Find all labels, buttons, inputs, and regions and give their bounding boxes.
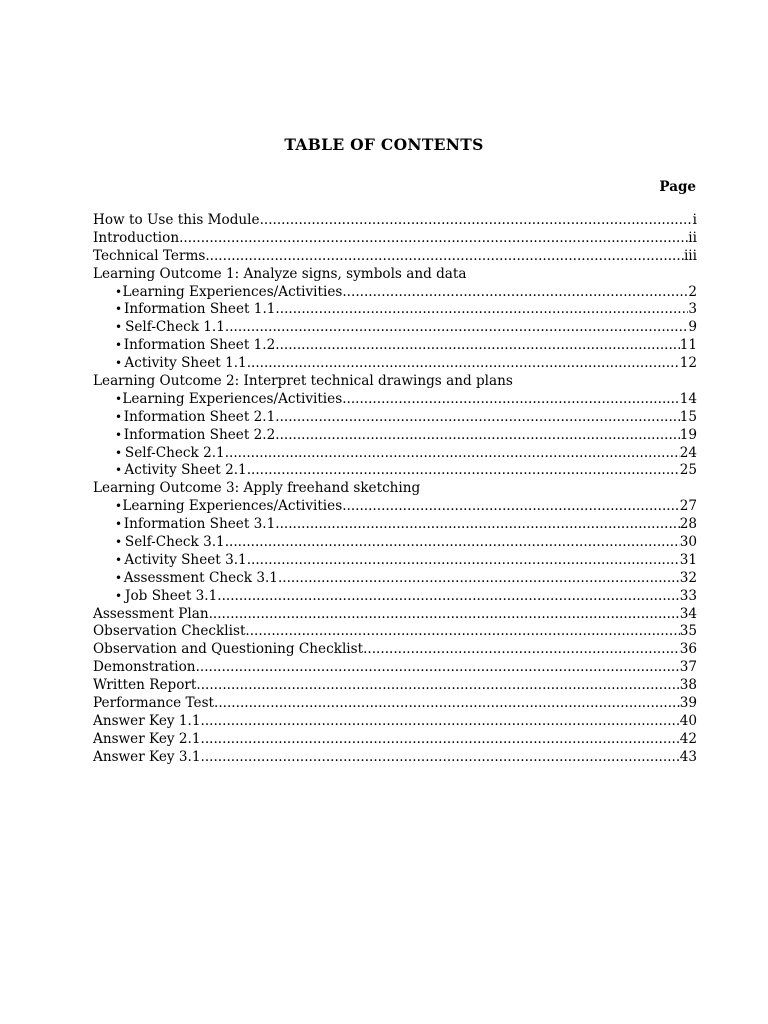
toc-entry-label: Written Report — [93, 677, 197, 694]
toc-entry-label: • Information Sheet 3.1 — [123, 516, 276, 533]
toc-entry-label: • Job Sheet 3.1 — [125, 587, 218, 604]
toc-page-number: 30 — [679, 534, 697, 551]
toc-entry — [93, 713, 697, 731]
dot-leader — [201, 749, 680, 767]
page-column-heading: Page — [659, 179, 696, 195]
toc-page-number: 9 — [688, 319, 697, 336]
toc-entry — [93, 248, 697, 266]
toc-sub-entry — [93, 570, 697, 588]
toc-page-number: ii — [688, 229, 697, 246]
table-of-contents — [93, 212, 697, 767]
toc-page-number: 38 — [679, 677, 697, 694]
dot-leader — [275, 409, 679, 427]
toc-entry-label: • Learning Experiences/Activities — [122, 283, 343, 300]
toc-sub-entry — [93, 534, 697, 552]
dot-leader — [260, 212, 693, 230]
toc-sub-entry — [93, 498, 697, 516]
dot-leader — [245, 623, 679, 641]
toc-page-number: 42 — [679, 730, 697, 747]
toc-page-number: 31 — [679, 551, 697, 568]
toc-entry — [93, 623, 697, 641]
toc-sub-entry — [93, 337, 697, 355]
dot-leader — [225, 319, 688, 337]
toc-sub-entry — [93, 409, 697, 427]
toc-entry — [93, 212, 697, 230]
toc-page-number: 25 — [679, 462, 697, 479]
toc-page-number: 27 — [679, 498, 697, 515]
dot-leader — [214, 695, 680, 713]
toc-entry — [93, 731, 697, 749]
toc-page-number: 36 — [679, 641, 697, 658]
page-title: TABLE OF CONTENTS — [284, 135, 484, 154]
dot-leader — [217, 588, 679, 606]
toc-entry-label: Answer Key 2.1 — [93, 730, 201, 747]
toc-entry — [93, 606, 697, 624]
toc-page-number: 2 — [688, 283, 697, 300]
toc-entry-label: • Learning Experiences/Activities — [122, 498, 343, 515]
toc-page-number: 39 — [679, 695, 697, 712]
toc-sub-entry — [93, 427, 697, 445]
toc-page-number: 15 — [679, 408, 697, 425]
toc-sub-entry — [93, 462, 697, 480]
dot-leader — [275, 337, 679, 355]
dot-leader — [342, 391, 680, 409]
toc-entry-label: • Information Sheet 1.1 — [123, 301, 276, 318]
toc-entry-label: • Self-Check 3.1 — [124, 534, 225, 551]
toc-sub-entry — [93, 319, 697, 337]
toc-entry — [93, 749, 697, 767]
dot-leader — [342, 498, 680, 516]
toc-entry — [93, 641, 697, 659]
dot-leader — [201, 731, 680, 749]
toc-entry — [93, 659, 697, 677]
toc-entry — [93, 695, 697, 713]
dot-leader — [225, 534, 680, 552]
toc-section-heading: Learning Outcome 3: Apply freehand sketching — [93, 480, 421, 497]
toc-page-number: 12 — [679, 355, 697, 372]
dot-leader — [179, 230, 688, 248]
toc-entry-label: • Learning Experiences/Activities — [122, 390, 343, 407]
toc-entry-label: Assessment Plan — [93, 605, 209, 622]
toc-page-number: 28 — [679, 516, 697, 533]
dot-leader — [342, 284, 688, 302]
toc-entry-label: • Information Sheet 1.2 — [123, 337, 276, 354]
toc-entry-label: • Activity Sheet 2.1 — [124, 462, 247, 479]
toc-entry-label: Answer Key 1.1 — [93, 712, 201, 729]
toc-section-heading: Learning Outcome 2: Interpret technical drawings and plans — [93, 373, 513, 390]
dot-leader — [196, 677, 679, 695]
toc-entry-label: • Self-Check 1.1 — [125, 319, 225, 336]
dot-leader — [247, 355, 680, 373]
toc-entry — [93, 677, 697, 695]
toc-page-number: 19 — [679, 426, 697, 443]
dot-leader — [275, 301, 688, 319]
toc-page-number: i — [692, 212, 697, 228]
toc-entry-label: • Assessment Check 3.1 — [123, 569, 278, 586]
toc-page-number: iii — [683, 247, 697, 264]
dot-leader — [225, 445, 680, 463]
toc-page-number: 40 — [679, 712, 697, 729]
toc-entry-label: • Activity Sheet 3.1 — [124, 551, 247, 568]
toc-entry-label: Introduction — [93, 229, 180, 246]
toc-sub-entry — [93, 355, 697, 373]
dot-leader — [363, 641, 680, 659]
toc-entry-label: How to Use this Module — [93, 212, 260, 228]
dot-leader — [247, 462, 680, 480]
toc-entry-label: • Information Sheet 2.1 — [123, 408, 276, 425]
dot-leader — [275, 427, 679, 445]
toc-sub-entry — [93, 445, 697, 463]
toc-page-number: 32 — [679, 569, 697, 586]
toc-sub-entry — [93, 588, 697, 606]
toc-page-number: 35 — [679, 623, 697, 640]
toc-page-number: 34 — [679, 605, 697, 622]
dot-leader — [278, 570, 680, 588]
toc-entry-label: • Self-Check 2.1 — [124, 444, 225, 461]
dot-leader — [247, 552, 680, 570]
dot-leader — [196, 659, 680, 677]
toc-entry — [93, 230, 697, 248]
toc-page-number: 3 — [688, 301, 697, 318]
dot-leader — [209, 606, 680, 624]
toc-page-number: 33 — [679, 587, 697, 604]
dot-leader — [275, 516, 679, 534]
toc-page-number: 14 — [679, 390, 697, 407]
toc-entry-label: • Information Sheet 2.2 — [123, 426, 276, 443]
toc-entry-label: Answer Key 3.1 — [93, 748, 201, 765]
dot-leader — [205, 248, 684, 266]
toc-sub-entry — [93, 516, 697, 534]
toc-sub-entry — [93, 391, 697, 409]
dot-leader — [201, 713, 680, 731]
toc-entry-label: • Activity Sheet 1.1 — [124, 355, 247, 372]
toc-sub-entry — [93, 552, 697, 570]
toc-page-number: 37 — [679, 659, 697, 676]
toc-sub-entry — [93, 284, 697, 302]
toc-section-heading: Learning Outcome 1: Analyze signs, symbols and data — [93, 265, 467, 282]
toc-entry-label: Observation Checklist — [93, 623, 246, 640]
toc-page-number: 24 — [679, 444, 697, 461]
toc-entry-label: Technical Terms — [93, 247, 206, 264]
toc-entry-label: Demonstration — [93, 659, 196, 676]
toc-entry-label: Performance Test — [93, 695, 215, 712]
toc-page-number: 43 — [679, 748, 697, 765]
toc-sub-entry — [93, 301, 697, 319]
toc-entry-label: Observation and Questioning Checklist — [93, 641, 364, 658]
toc-page-number: 11 — [679, 337, 697, 354]
